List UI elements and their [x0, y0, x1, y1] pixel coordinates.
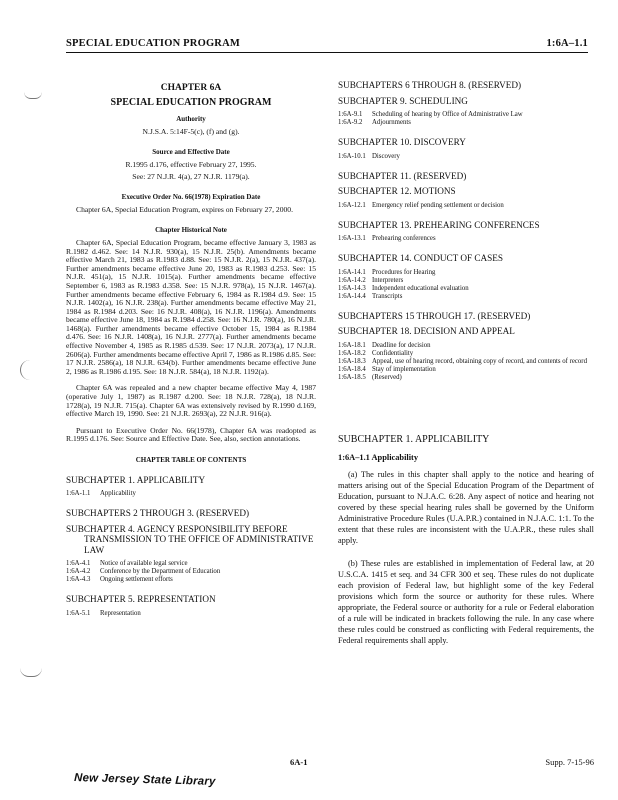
- toc-subchapter: SUBCHAPTER 18. DECISION AND APPEAL: [338, 326, 515, 336]
- toc-subchapter: SUBCHAPTER 10. DISCOVERY: [338, 137, 466, 147]
- history-paragraph: Chapter 6A was repealed and a new chapter became effective May 4, 1987 (operative July 1, 1987) as R.1987 d.200. See: 18 N.J.R. 728(a), 18 N.J.R. 1728(a), 19 N.J.R. 715(a). Chapter 6A was extensively revised by R.1990 d.169, effective March 19, 1990. See: 21 N.J.R. 2693(a), 22 N.J.R. 916(a).: [66, 383, 316, 419]
- page-number: 6A-1: [290, 757, 308, 767]
- toc-subchapter: SUBCHAPTERS 2 THROUGH 3. (RESERVED): [66, 508, 250, 519]
- source-line: See: 27 N.J.R. 4(a), 27 N.J.R. 1179(a).: [132, 171, 250, 181]
- rule-paragraph-a: (a) The rules in this chapter shall apply to the notice and hearing of matters arising out of the Special Education Program of the Department of Education, pursuant to N.J.A.C. 6:28. Any aspect of notice and hearing not covered by these special hearing rules shall be governed by the Uniform Administrative Procedure Rules (U.A.P.R.) contained in N.J.A.C. 1:1. To the extent that these rules are inconsistent with the U.A.P.R., these rules shall apply.: [338, 469, 594, 545]
- toc-subchapter: SUBCHAPTER 4. AGENCY RESPONSIBILITY BEFORE TRANSMISSION TO THE OFFICE OF ADMINISTRATIVE LAW: [66, 523, 314, 555]
- toc-entry[interactable]: 1:6A-14.4 Transcripts: [338, 292, 403, 300]
- toc-subchapter: SUBCHAPTERS 15 THROUGH 17. (RESERVED): [338, 310, 531, 321]
- toc-entry[interactable]: 1:6A-4.3 Ongoing settlement efforts: [66, 576, 173, 584]
- authority-text: N.J.S.A. 5:14F-5(c), (f) and (g).: [142, 126, 240, 136]
- toc-entry[interactable]: 1:6A-4.1 Notice of available legal service: [66, 560, 188, 568]
- toc-entry[interactable]: 1:6A-18.2 Confidentiality: [338, 349, 414, 357]
- section-heading: 1:6A–1.1 Applicability: [338, 453, 419, 463]
- toc-subchapter: SUBCHAPTERS 6 THROUGH 8. (RESERVED): [338, 80, 522, 90]
- toc-entry[interactable]: 1:6A-14.1 Procedures for Hearing: [338, 268, 436, 276]
- margin-mark: [24, 92, 42, 99]
- toc-entry[interactable]: 1:6A-12.1 Emergency relief pending settlement or decision: [338, 201, 504, 209]
- toc-entry[interactable]: 1:6A-18.4 Stay of implementation: [338, 365, 436, 373]
- library-stamp: New Jersey State Library: [73, 772, 216, 788]
- toc-entry[interactable]: 1:6A-18.5 (Reserved): [338, 373, 402, 381]
- toc-heading: CHAPTER TABLE OF CONTENTS: [135, 456, 247, 464]
- toc-entry[interactable]: 1:6A-14.3 Independent educational evaluation: [338, 284, 469, 292]
- toc-subchapter: SUBCHAPTER 9. SCHEDULING: [338, 95, 468, 106]
- toc-subchapter: SUBCHAPTER 14. CONDUCT OF CASES: [338, 253, 503, 263]
- expiration-text: Chapter 6A, Special Education Program, expires on February 27, 2000.: [76, 204, 294, 214]
- toc-entry[interactable]: 1:6A-10.1 Discovery: [338, 152, 400, 160]
- margin-mark: [20, 668, 42, 677]
- toc-entry[interactable]: 1:6A-9.1 Scheduling of hearing by Office of Administrative Law: [338, 111, 523, 118]
- rule-paragraph-b: (b) These rules are established in implementation of Federal law, at 20 U.S.C.A. 1415 et seq. and 34 CFR 300 et seq. These rules do not duplicate each provision of Federal law, but highlight some of the key Federal provisions which form the source or authority for these rules. Where appropriate, the Federal source or authority for a rule or Federal elaboration of a rule will be indicated in brackets following the rule. In any case where these rules could be construed as conflicting with Federal requirements, the Federal requirements shall apply.: [338, 558, 594, 645]
- authority-heading: Authority: [176, 115, 206, 124]
- toc-entry[interactable]: 1:6A-18.3 Appeal, use of hearing record, obtaining copy of record, and contents of record: [338, 357, 587, 365]
- expiration-heading: Executive Order No. 66(1978) Expiration Date: [121, 193, 261, 202]
- spacer: [338, 382, 594, 436]
- toc-entry[interactable]: 1:6A-4.2 Conference by the Department of Education: [66, 568, 221, 576]
- right-column: [338, 80, 594, 658]
- chapter-name: SPECIAL EDUCATION PROGRAM: [110, 96, 272, 108]
- chapter-number: CHAPTER 6A: [160, 83, 222, 93]
- toc-entry[interactable]: 1:6A-14.2 Interpreters: [338, 276, 404, 284]
- running-header: [66, 36, 588, 53]
- history-paragraph: Chapter 6A, Special Education Program, became effective January 3, 1983 as R.1982 d.462. See: 14 N.J.R. 930(a), 15 N.J.R. 25(b). Amendments became effective March 21, 1983 as R.1983 d.88. See: 15 N.J.R. 2(a), 15 N.J.R. 437(a). Further amendments became effective June 20, 1983 as R.1983 d.253. See: 15 N.J.R. 451(a), 15 N.J.R. 1015(a). Further amendments became effective September 6, 1983 as R.1983 d.358. See: 15 N.J.R. 978(a), 15 N.J.R. 1467(a). Further amendments became effective February 6, 1984 as R.1984 d.9. See: 15 N.J.R. 1402(a), 16 N.J.R. 238(a). Further amendments became effective May 21, 1984 as R.1984 d.203. See: 16 N.J.R. 408(a), 16 N.J.R. 1196(a). Amendments became effective June 18, 1984 as R.1984 d.258. See: 16 N.J.R. 780(a), 16 N.J.R. 1468(a). Further amendments became effective October 15, 1984 as R.1984 d.476. See: 16 N.J.R. 1408(a), 16 N.J.R. 2777(a). Further amendments became effective November 4, 1985 as R.1985 d.539. See: 17 N.J.R. 2073(a), 17 N.J.R. 2606(a). Further amendments became effective April 7, 1986 as R.1986 d.85. See: 17 N.J.R. 2586(a), 18 N.J.R. 634(b). Further amendments became effective June 2, 1986 as R.1986 d.195. See: 18 N.J.R. 584(a), 18 N.J.R. 1192(a).: [66, 237, 316, 376]
- toc-subchapter: SUBCHAPTER 5. REPRESENTATION: [66, 594, 216, 605]
- history-paragraph: Pursuant to Executive Order No. 66(1978), Chapter 6A was readopted as R.1995 d.176. See: Source and Effective Date. See, also, section annotations.: [66, 425, 316, 444]
- toc-entry[interactable]: 1:6A-5.1 Representation: [66, 609, 141, 617]
- section-subchapter-title: SUBCHAPTER 1. APPLICABILITY: [338, 433, 490, 445]
- toc-entry[interactable]: 1:6A-18.1 Deadline for decision: [338, 341, 431, 349]
- header-title: SPECIAL EDUCATION PROGRAM: [66, 38, 240, 49]
- history-heading: Chapter Historical Note: [155, 226, 227, 235]
- left-column: [66, 80, 316, 618]
- source-heading: Source and Effective Date: [152, 148, 230, 157]
- supplement-date: Supp. 7-15-96: [545, 757, 594, 767]
- toc-subchapter: SUBCHAPTER 11. (RESERVED): [338, 170, 467, 181]
- toc-subchapter: SUBCHAPTER 12. MOTIONS: [338, 186, 456, 196]
- toc-subchapter: SUBCHAPTER 1. APPLICABILITY: [66, 474, 206, 485]
- toc-entry[interactable]: 1:6A-9.2 Adjournments: [338, 119, 411, 126]
- toc-entry[interactable]: 1:6A-13.1 Prehearing conferences: [338, 235, 436, 242]
- margin-mark: [20, 360, 33, 380]
- toc-subchapter: SUBCHAPTER 13. PREHEARING CONFERENCES: [338, 219, 540, 230]
- toc-entry[interactable]: 1:6A-1.1 Applicability: [66, 490, 136, 498]
- header-section-code: 1:6A–1.1: [546, 38, 588, 49]
- source-line: R.1995 d.176, effective February 27, 1995.: [125, 159, 257, 169]
